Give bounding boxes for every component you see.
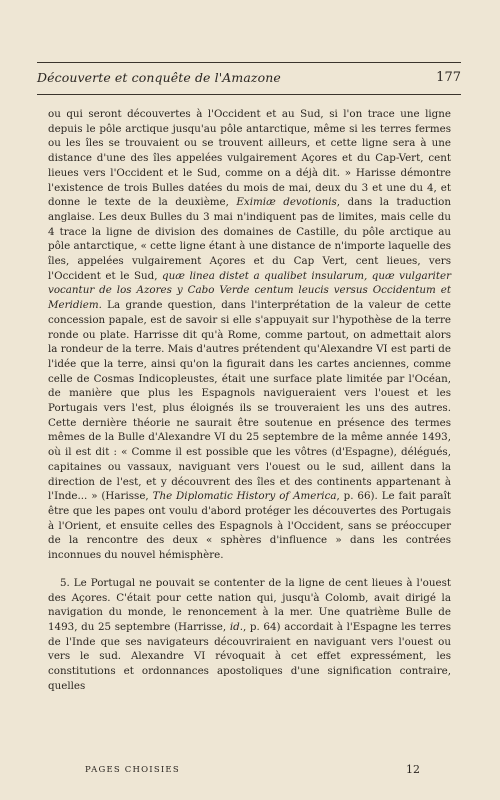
header-top-rule bbox=[37, 62, 461, 63]
signature-number: 12 bbox=[406, 763, 420, 776]
paragraph-2 bbox=[48, 576, 451, 694]
paragraph-1 bbox=[48, 107, 451, 563]
text-segment: 5. Le Portugal ne pouvait se contenter de la ligne de cent lieues à l'ouest des Açores. C'était pour cette nation qui, jusqu'à Colomb, avait dirigé la navigation du monde, le renoncement à la mer. Une quatrième Bulle de 1493, du 25 septembre (Harrisse, bbox=[48, 576, 451, 633]
printer-signature: PAGES CHOISIES bbox=[85, 765, 180, 775]
running-head bbox=[37, 70, 461, 90]
running-title: Découverte et conquête de l'Amazone bbox=[37, 70, 281, 85]
text-segment: , dans la traduction anglaise. Les deux Bulles du 3 mai n'indiquent pas de limites, mais celle du 4 trace la ligne de division des domaines de Castille, du pôle arctique au pôle antarctique, « cette ligne étant à une distance de n'importe laquelle des îles, appelées vulgairement Açores et du Cap Vert, cent lieues, vers l'Occident et le Sud, bbox=[48, 196, 452, 282]
italic-segment: id. bbox=[229, 620, 243, 633]
text-segment: , p. 64) accordait à l'Espagne les terres de l'Inde que ses navigateurs découvriraient en naviguant vers l'ouest ou vers le sud. Alexandre VI révoquait à cet effet expressément, les constitutions et ordonnances apostoliques d'une signification contraire, quelles bbox=[48, 620, 451, 692]
italic-segment: Eximiæ devotionis bbox=[236, 196, 337, 209]
text-segment: ou qui seront découvertes à l'Occident et au Sud, si l'on trace une ligne depuis le pôle arctique jusqu'au pôle antarctique, même si les terres fermes ou les îles se trouvaient ou se trouvent ailleurs, et cette ligne sera à une distance d'une des îles appelées vulgairement Açores et du Cap-Vert, cent lieues vers l'Occident et le Sud, comme on a déjà dit. » Harisse démontre l'existence de trois Bulles datées du mois de mai, deux du 3 et une du 4, et donne le texte de la deuxième, bbox=[48, 108, 451, 209]
italic-segment: quæ linea distet a qualibet insularum, quæ vulgariter vocantur de los Azores y Cabo Verde centum leucis versus Occidentum et Meridiem. bbox=[48, 269, 451, 312]
footer bbox=[85, 763, 420, 779]
italic-segment: The Diplomatic History of America bbox=[152, 490, 337, 503]
header-bottom-rule bbox=[37, 94, 461, 95]
text-segment: La grande question, dans l'interprétation de la valeur de cette concession papale, est de savoir si elle s'appuyait sur l'hypothèse de la terre ronde ou plate. Harrisse dit qu'à Rome, comme partout, on admettait alors la rondeur de la terre. Mais d'autres prétendent qu'Alexandre VI est parti de l'idée que la terre, ainsi qu'on la figurait dans les cartes anciennes, comme celle de Cosmas Indicopleustes, était une surface plate limitée par l'Océan, de manière que plus les Espagnols navigueraient vers l'ouest et les Portugais vers l'est, plus éloignés ils se trouveraient les uns des autres. Cette dernière théorie ne saurait être soutenue en présence des termes mêmes de la Bulle d'Alexandre VI du 25 septembre de la même année 1493, où il est dit : « Comme il est possible que les vôtres (d'Espagne), délégués, capitaines ou vassaux, naviguant vers l'ouest ou le sud, aillent dans la direction de l'est, et y découvrent des îles et des continents appartenant à l'Inde... » (Harisse, bbox=[48, 299, 451, 503]
body-text bbox=[48, 107, 451, 693]
text-segment: , p. 66). Le fait paraît être que les papes ont voulu d'abord protéger les découvertes des Portugais à l'Orient, et ensuite celles des Espagnols à l'Occident, sans se préoccuper de la rencontre des deux « sphères d'influence » dans les contrées inconnues du nouvel hémisphère. bbox=[48, 490, 452, 562]
page-number: 177 bbox=[436, 70, 461, 85]
